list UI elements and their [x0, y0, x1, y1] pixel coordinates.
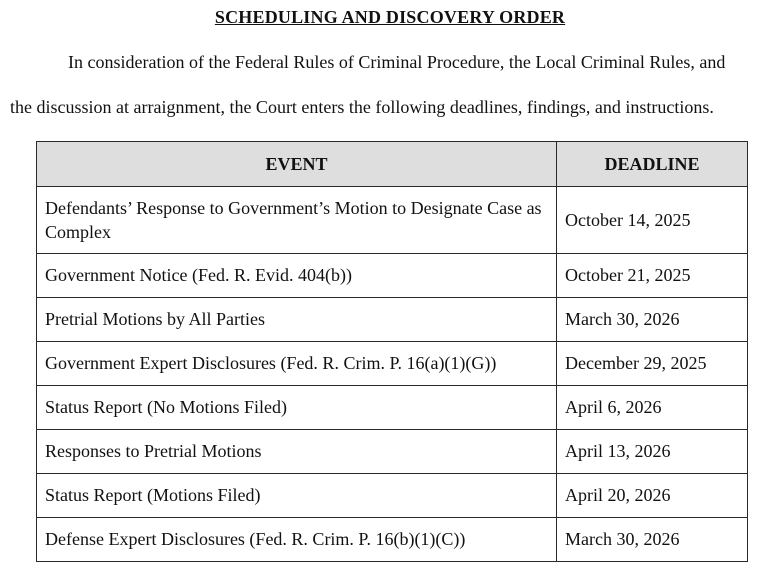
deadline-cell: October 14, 2025 — [557, 187, 748, 254]
table-header-row — [37, 142, 748, 187]
deadlines-table — [36, 141, 748, 562]
table-row — [37, 518, 748, 562]
event-cell: Government Notice (Fed. R. Evid. 404(b)) — [37, 254, 557, 298]
deadline-cell: March 30, 2026 — [557, 518, 748, 562]
event-cell: Defense Expert Disclosures (Fed. R. Crim. P. 16(b)(1)(C)) — [37, 518, 557, 562]
event-cell: Status Report (No Motions Filed) — [37, 386, 557, 430]
event-cell: Responses to Pretrial Motions — [37, 430, 557, 474]
table-row — [37, 254, 748, 298]
deadline-cell: April 13, 2026 — [557, 430, 748, 474]
table-row — [37, 430, 748, 474]
event-cell: Defendants’ Response to Government’s Motion to Designate Case as Complex — [37, 187, 557, 254]
deadline-cell: April 6, 2026 — [557, 386, 748, 430]
table-row — [37, 298, 748, 342]
event-cell: Status Report (Motions Filed) — [37, 474, 557, 518]
event-cell: Pretrial Motions by All Parties — [37, 298, 557, 342]
intro-paragraph-line-1: In consideration of the Federal Rules of Criminal Procedure, the Local Criminal Rules, and — [68, 52, 726, 72]
deadline-column-header: DEADLINE — [557, 142, 748, 187]
event-column-header: EVENT — [37, 142, 557, 187]
deadline-cell: October 21, 2025 — [557, 254, 748, 298]
deadline-cell: March 30, 2026 — [557, 298, 748, 342]
table-row — [37, 474, 748, 518]
table-row — [37, 187, 748, 254]
document-title: SCHEDULING AND DISCOVERY ORDER — [214, 7, 566, 27]
event-cell: Government Expert Disclosures (Fed. R. Crim. P. 16(a)(1)(G)) — [37, 342, 557, 386]
intro-paragraph-line-2: the discussion at arraignment, the Court enters the following deadlines, findings, and instructions. — [10, 97, 714, 117]
deadline-cell: April 20, 2026 — [557, 474, 748, 518]
table-row — [37, 386, 748, 430]
deadline-cell: December 29, 2025 — [557, 342, 748, 386]
table-row — [37, 342, 748, 386]
